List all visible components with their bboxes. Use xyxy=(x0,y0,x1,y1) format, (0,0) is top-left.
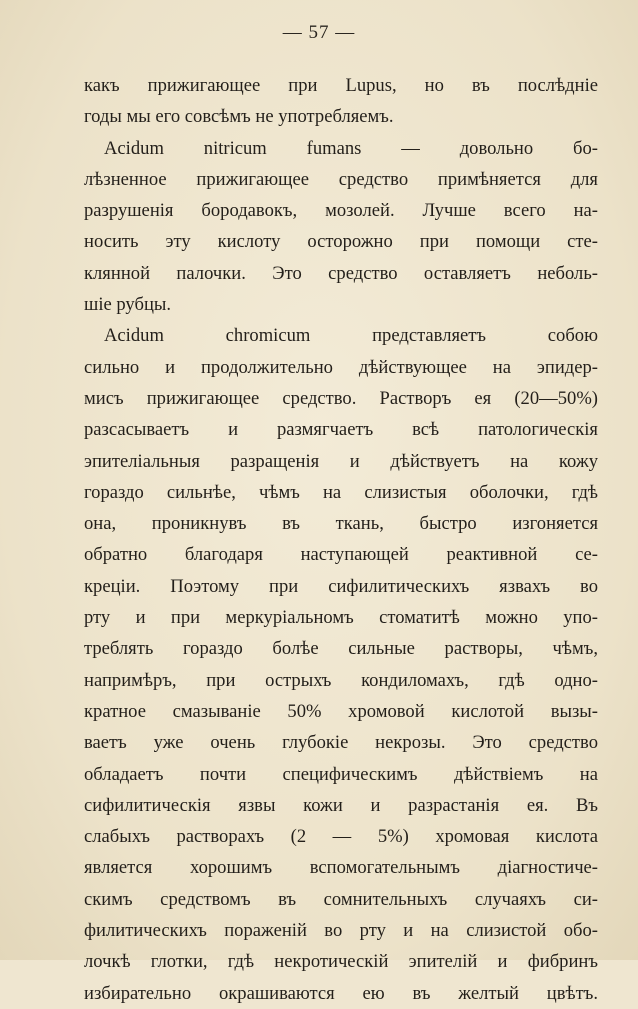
text-line: креціи. Поэтому при сифилитическихъ язвахъ во xyxy=(84,575,598,597)
text-line: она, проникнувъ въ ткань, быстро изгоняется xyxy=(84,513,598,535)
text-line: мисъ прижигающее средство. Растворъ ея (20—50%) xyxy=(84,387,598,409)
text-line: лѣзненное прижигающее средство примѣняется для xyxy=(84,168,598,190)
text-line: слабыхъ растворахъ (2 — 5%) хромовая кислота xyxy=(84,826,598,848)
text-line: является хорошимъ вспомогательнымъ діагностиче- xyxy=(84,857,598,879)
text-line: годы мы его совсѣмъ не употребляемъ. xyxy=(84,106,394,128)
text-line: гораздо сильнѣе, чѣмъ на слизистыя оболочки, гдѣ xyxy=(84,481,598,503)
text-line: шіе рубцы. xyxy=(84,294,172,316)
text-line: носить эту кислоту осторожно при помощи сте- xyxy=(84,231,598,253)
text-line: избирательно окрашиваются ею въ желтый цвѣтъ. xyxy=(84,982,598,1004)
text-line: эпителіальныя разращенія и дѣйствуетъ на кожу xyxy=(84,450,598,472)
text-line: рту и при меркуріальномъ стоматитѣ можно упо- xyxy=(84,607,598,629)
text-line: филитическихъ пораженій во рту и на слизистой обо- xyxy=(84,920,598,942)
page-number: — 57 — xyxy=(282,22,356,43)
text-line: сифилитическія язвы кожи и разрастанія ея. Въ xyxy=(84,794,598,816)
text-line: обладаетъ почти специфическимъ дѣйствіемъ на xyxy=(84,763,598,785)
text-line: обратно благодаря наступающей реактивной се- xyxy=(84,544,598,566)
text-line: Acidum chromicum представляетъ собою xyxy=(104,325,598,347)
text-line: сильно и продолжительно дѣйствующее на эпидер- xyxy=(84,356,598,378)
text-line: разсасываетъ и размягчаетъ всѣ патологическія xyxy=(84,419,598,441)
text-line: Acidum nitricum fumans — довольно бо- xyxy=(104,137,598,159)
text-line: треблять гораздо болѣе сильные растворы, чѣмъ, xyxy=(84,638,598,660)
text-line: кратное смазываніе 50% хромовой кислотой вызы- xyxy=(84,700,598,722)
text-line: клянной палочки. Это средство оставляетъ неболь- xyxy=(84,262,598,284)
body-text xyxy=(84,70,598,1009)
text-line: какъ прижигающее при Lupus, но въ послѣдніе xyxy=(84,75,598,96)
text-line: напримѣръ, при острыхъ кондиломахъ, гдѣ одно- xyxy=(84,669,598,691)
text-line: лочкѣ глотки, гдѣ некротическій эпителій и фибринъ xyxy=(84,951,598,973)
text-line: скимъ средствомъ въ сомнительныхъ случаяхъ си- xyxy=(84,888,598,910)
text-line: разрушенія бородавокъ, мозолей. Лучше всего на- xyxy=(84,200,598,222)
text-line: ваетъ уже очень глубокіе некрозы. Это средство xyxy=(84,732,598,754)
